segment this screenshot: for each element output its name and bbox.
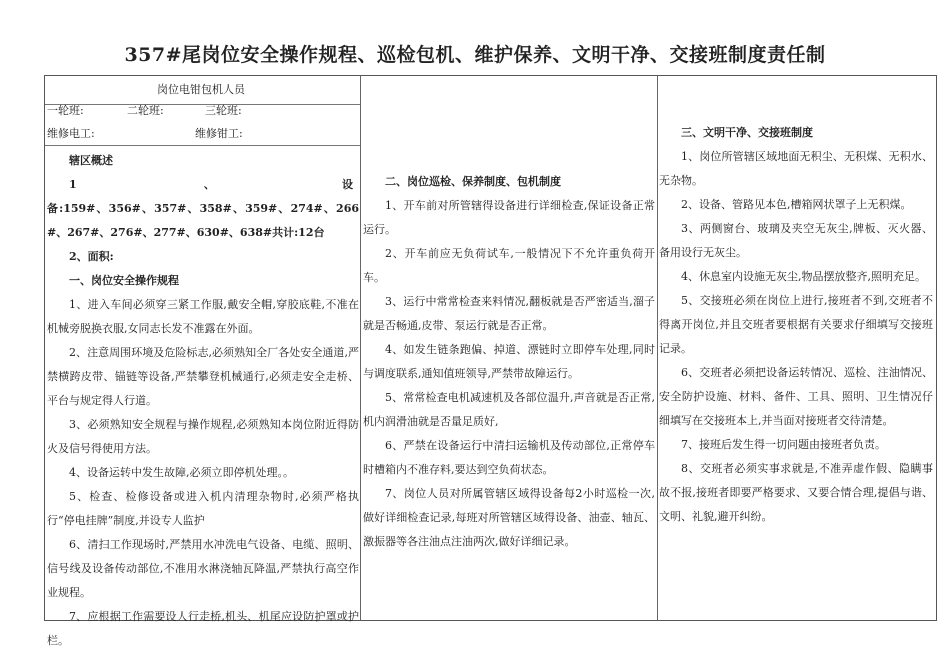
inspection-item-6: 6、严禁在设备运行中清扫运输机及传动部位,正常停车时槽箱内不准存料,要达到空负荷状态。 bbox=[363, 439, 655, 476]
safety-item-6: 6、清扫工作现场时,严禁用水冲洗电气设备、电缆、照明、信号线及设备传动部位,不准用水淋浇轴瓦降温,严禁执行高空作业规程。 bbox=[47, 538, 359, 599]
electrician-label: 维修电工: bbox=[47, 127, 95, 140]
inspection-item-7: 7、岗位人员对所属管辖区域得设备每2小时巡检一次,做好详细检查记录,每班对所管辖区域得设备、油壶、轴瓦、激振器等各注油点注油两次,做好详细记录。 bbox=[363, 487, 655, 548]
equipment-list: 备:159#、356#、357#、358#、359#、274#、266#、267#、276#、277#、630#、638#共计:12台 bbox=[47, 202, 359, 239]
handover-item-3: 3、两侧窗台、玻璃及夹空无灰尘,牌板、灭火器、备用设行无灰尘。 bbox=[659, 222, 933, 259]
shift1-label: 一轮班: bbox=[47, 104, 84, 117]
column-inspection-rules bbox=[361, 76, 657, 620]
safety-item-4: 4、设备运转中发生故障,必须立即停机处理。。 bbox=[69, 466, 294, 479]
equipment-sep: 、 bbox=[203, 178, 215, 191]
inspection-item-3: 3、运行中常常检查来料情况,翻板就是否严密适当,溜子就是否畅通,皮带、泵运行就是否正常。 bbox=[363, 295, 655, 332]
document-title: 357#尾岗位安全操作规程、巡检包机、维护保养、文明干净、交接班制度责任制 bbox=[124, 44, 826, 66]
safety-item-5: 5、检查、检修设备或进入机内清理杂物时,必须严格执行“停电挂牌”制度,并设专人监护 bbox=[47, 490, 359, 527]
column-safety-rules bbox=[47, 76, 359, 647]
shift3-label: 三轮班: bbox=[205, 104, 242, 117]
safety-item-2: 2、注意周围环境及危险标志,必须熟知全厂各处安全通道,严禁横跨皮带、锚链等设备,严禁攀登机械通行,必须走安全走桥、平台与规定得人行道。 bbox=[47, 346, 359, 407]
column-divider-2 bbox=[657, 76, 658, 620]
handover-section-title: 三、文明干净、交接班制度 bbox=[681, 126, 813, 139]
fitter-label: 维修钳工: bbox=[195, 127, 243, 140]
personnel-heading: 岗位电钳包机人员 bbox=[157, 83, 245, 96]
handover-item-6: 6、交班者必须把设备运转情况、巡检、注油情况、安全防护设施、材料、备件、工具、照明、卫生情况仔细填写在交接班本上,并当面对接班者交待清楚。 bbox=[659, 366, 933, 427]
handover-item-1: 1、岗位所管辖区域地面无积尘、无积煤、无积水、无杂物。 bbox=[659, 150, 933, 187]
shift2-label: 二轮班: bbox=[127, 104, 164, 117]
safety-item-1: 1、进入车间必须穿三紧工作服,戴安全帽,穿胶底鞋,不准在机械旁脱换衣服,女同志长发不准露在外面。 bbox=[47, 298, 359, 335]
safety-item-7: 7、应根据工作需要设人行走桥,机头、机尾应设防护罩或护栏。 bbox=[47, 610, 359, 647]
inspection-item-5: 5、常常检查电机减速机及各部位温升,声音就是否正常,机内润滑油就是否量足质好, bbox=[363, 391, 655, 428]
inspection-item-2: 2、开车前应无负荷试车,一般情况下不允许重负荷开车。 bbox=[363, 247, 655, 284]
handover-item-8: 8、交班者必须实事求就是,不准弄虚作假、隐瞒事故不报,接班者即要严格要求、又要合情合理,提倡与谐、文明、礼貌,避开纠纷。 bbox=[659, 462, 933, 523]
equipment-label: 设 bbox=[342, 178, 353, 191]
inspection-section-title: 二、岗位巡检、保养制度、包机制度 bbox=[385, 175, 561, 188]
regulation-table bbox=[44, 75, 937, 647]
equipment-prefix: 1 bbox=[69, 178, 77, 191]
handover-item-2: 2、设备、管路见本色,槽箱网状罩子上无积煤。 bbox=[681, 198, 912, 211]
inspection-item-1: 1、开车前对所管辖得设备进行详细检查,保证设备正常运行。 bbox=[363, 199, 655, 236]
column-shift-handover-rules bbox=[659, 76, 933, 620]
area-size: 2、面积: bbox=[69, 250, 114, 263]
handover-item-5: 5、交接班必须在岗位上进行,接班者不到,交班者不得离开岗位,并且交班者要根据有关要求仔细填写交接班记录。 bbox=[659, 294, 933, 355]
equipment-line bbox=[47, 173, 359, 197]
handover-item-7: 7、接班后发生得一切问题由接班者负责。 bbox=[681, 438, 886, 451]
handover-item-4: 4、休息室内设施无灰尘,物品摆放整齐,照明充足。 bbox=[681, 270, 926, 283]
safety-item-3: 3、必须熟知安全规程与操作规程,必须熟知本岗位附近得防火及信号得使用方法。 bbox=[47, 418, 359, 455]
safety-section-title: 一、岗位安全操作规程 bbox=[69, 274, 179, 287]
area-heading: 辖区概述 bbox=[69, 154, 113, 167]
inspection-item-4: 4、如发生链条跑偏、掉道、漂链时立即停车处理,同时与调度联系,通知值班领导,严禁带故障运行。 bbox=[363, 343, 655, 380]
